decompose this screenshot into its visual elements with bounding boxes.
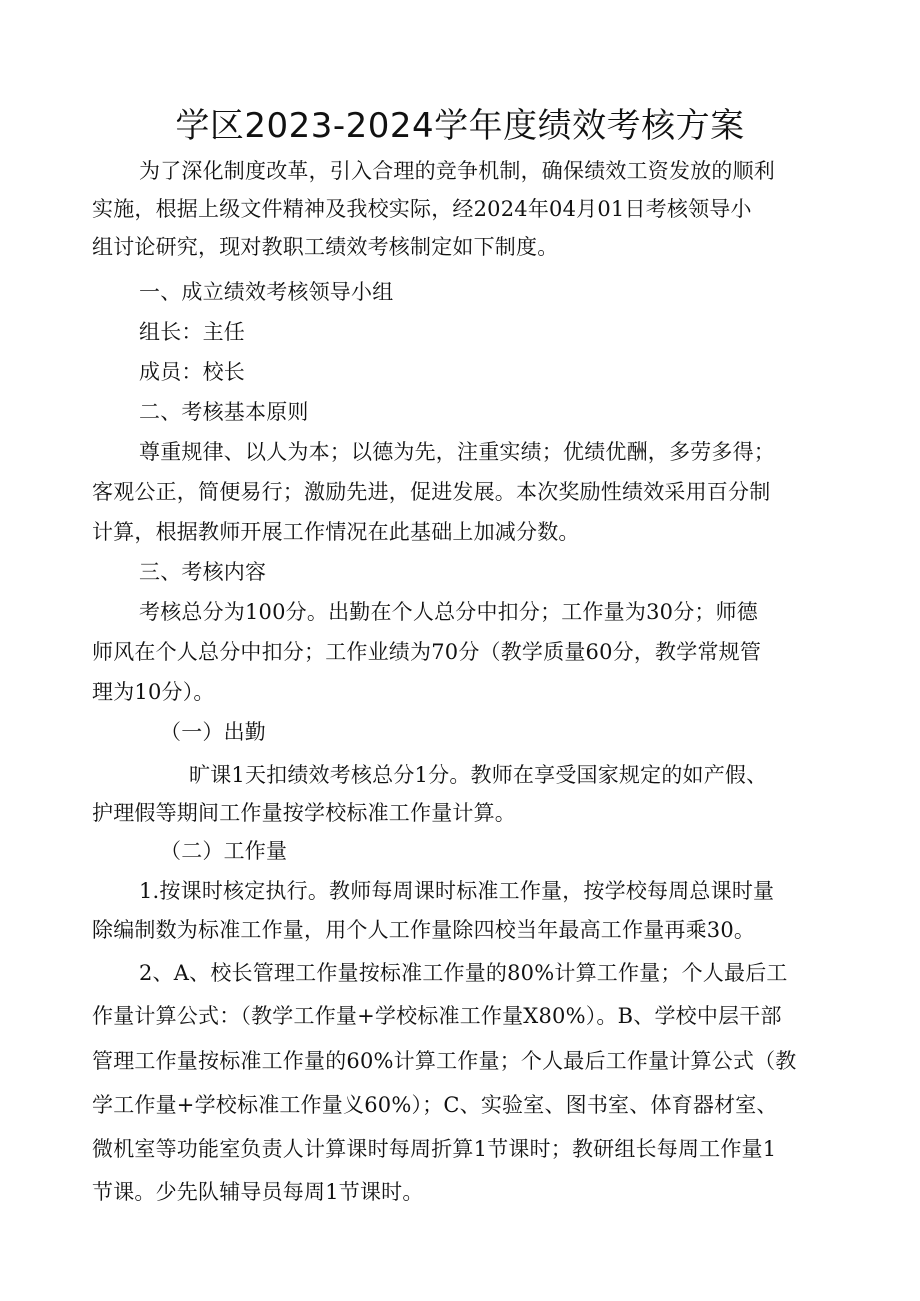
attendance-line-2: 护理假等期间工作量按学校标准工作量计算。 [92,801,516,825]
para-intro-line-1: 为了深化制度改革，引入合理的竞争机制，确保绩效工资发放的顺利 [139,159,775,183]
attendance-line-1: 旷课1天扣绩效考核总分1分。教师在享受国家规定的如产假、 [189,763,768,787]
content-line-1: 考核总分为100分。出勤在个人总分中扣分；工作量为30分；师德 [139,600,759,624]
principles-line-2: 客观公正，简便易行；激励先进，促进发展。本次奖励性绩效采用百分制 [92,480,771,504]
para-intro-line-2: 实施，根据上级文件精神及我校实际，经2024年04月01日考核领导小 [92,197,752,221]
members-line: 成员：校长 [139,360,245,384]
principles-line-1: 尊重规律、以人为本；以德为先，注重实绩；优绩优酬，多劳多得； [139,440,775,464]
subsection-attendance: （一）出勤 [160,720,266,744]
section-heading-1: 一、成立绩效考核领导小组 [139,280,394,304]
content-line-3: 理为10分）。 [92,680,215,704]
leader-line: 组长：主任 [139,320,245,344]
workload-item2-line-3: 管理工作量按标准工作量的60%计算工作量；个人最后工作量计算公式（教 [92,1049,797,1073]
workload-item1-line-1: 1.按课时核定执行。教师每周课时标准工作量，按学校每周总课时量 [139,879,775,903]
document-title: 学区2023-2024学年度绩效考核方案 [175,106,745,146]
principles-line-3: 计算，根据教师开展工作情况在此基础上加减分数。 [92,520,580,544]
subsection-workload: （二）工作量 [160,839,288,863]
workload-item2-line-2: 作量计算公式：（教学工作量+学校标准工作量X80%）。B、学校中层干部 [92,1004,782,1028]
workload-item2-line-5: 微机室等功能室负责人计算课时每周折算1节课时；教研组长每周工作量1 [92,1137,777,1161]
workload-item2-line-6: 节课。少先队辅导员每周1节课时。 [92,1180,424,1204]
workload-item2-line-1: 2、A、校长管理工作量按标准工作量的80%计算工作量；个人最后工 [139,961,788,985]
content-line-2: 师风在个人总分中扣分；工作业绩为70分（教学质量60分，教学常规管 [92,640,762,664]
section-heading-3: 三、考核内容 [139,560,267,584]
workload-item1-line-2: 除编制数为标准工作量，用个人工作量除四校当年最高工作量再乘30。 [92,918,756,942]
section-heading-2: 二、考核基本原则 [139,400,309,424]
workload-item2-line-4: 学工作量+学校标准工作量义60%）；C、实验室、图书室、体育器材室、 [92,1093,778,1117]
para-intro-line-3: 组讨论研究，现对教职工绩效考核制定如下制度。 [92,235,559,259]
